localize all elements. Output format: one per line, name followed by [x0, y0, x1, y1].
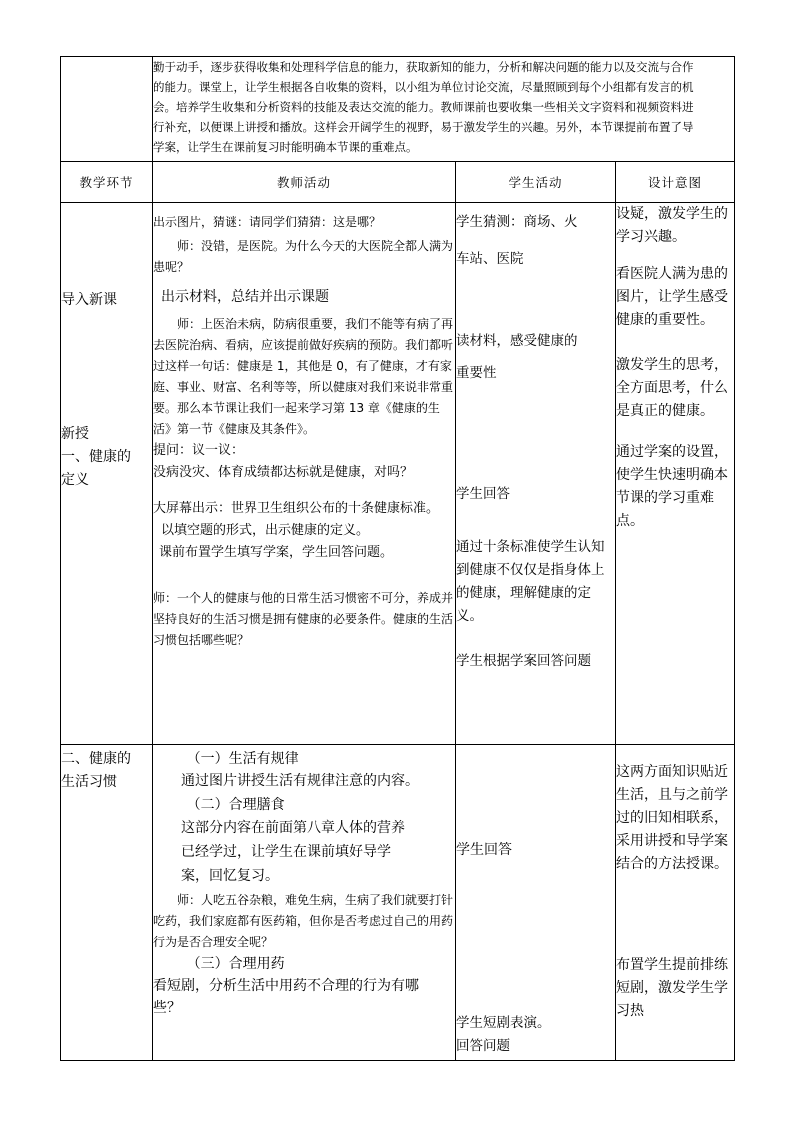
intent-text: 设疑，激发学生的学习兴趣。 [616, 206, 728, 245]
section1-intent [616, 203, 735, 745]
header-teacher: 教师活动 [153, 162, 456, 203]
stage-new-label: 新授 [61, 426, 89, 442]
teacher-text: 师：人吃五谷杂粮，难免生病，生病了我们就要打针吃药，我们家庭都有医药箱，但你是否考虑过自己的用药行为是否合理安全呢？ [153, 893, 454, 949]
teacher-text: （二）合理膳食 [186, 797, 285, 813]
stage-new-label: 定义 [61, 472, 89, 488]
student-text: 重要性 [456, 365, 497, 381]
intro-row [61, 57, 735, 162]
stage-habits-label: 二、健康的 [61, 751, 131, 767]
header-intent: 设计意图 [616, 162, 735, 203]
intent-text: 看医院人满为患的图片，让学生感受健康的重要性。 [616, 266, 728, 328]
intro-line: 学案，让学生在课前复习时能明确本节课的重难点。 [153, 140, 418, 154]
student-text: 回答问题 [456, 1038, 510, 1054]
section1-teacher [153, 203, 456, 745]
student-text: 读材料，感受健康的 [456, 333, 578, 349]
section2-teacher [153, 745, 456, 1061]
teacher-text: 通过图片讲授生活有规律注意的内容。 [181, 773, 419, 789]
section2-student [456, 745, 616, 1061]
stage-habits-label: 生活习惯 [61, 774, 117, 790]
teacher-text: 没病没灾、体育成绩都达标就是健康，对吗？ [153, 465, 414, 480]
intro-paragraph [153, 57, 735, 162]
teacher-text: 课前布置学生填写学案，学生回答问题。 [159, 545, 394, 560]
student-text: 学生根据学案回答问题 [456, 653, 591, 669]
teacher-text: 师：一个人的健康与他的日常生活习惯密不可分，养成并坚持良好的生活习惯是拥有健康的必要条件。健康的生活习惯包括哪些呢？ [153, 591, 454, 647]
teacher-text: 大屏幕出示：世界卫生组织公布的十条健康标准。 [153, 501, 440, 516]
teacher-text: 出示材料，总结并出示课题 [161, 289, 329, 305]
student-text: 车站、医院 [456, 251, 524, 267]
section2-intent [616, 745, 735, 1061]
header-row [61, 162, 735, 203]
intro-line: 勤于动手，逐步获得收集和处理科学信息的能力，获取新知的能力，分析和解决问题的能力以及交流与合作 [153, 60, 694, 74]
student-text: 学生回答 [456, 842, 512, 858]
teacher-text: （一）生活有规律 [186, 751, 299, 767]
teacher-text: 师：没错，是医院。为什么今天的大医院全都人满为患呢？ [153, 239, 454, 274]
teacher-text: 师：上医治未病，防病很重要，我们不能等有病了再去医院治病、看病，应该提前做好疾病的预防。我们都听过这样一句话：健康是 1，其他是 0，有了健康，才有家庭、事业、财富、名利等等，所以健康对我们来说非常重要。那么本节课让我们一起来学习第 13 章《健康的生活》第一节《健康及其条件》。 [153, 317, 454, 436]
header-stage: 教学环节 [61, 162, 153, 203]
intent-text: 激发学生的思考，全方面思考，什么是真正的健康。 [616, 357, 728, 419]
section1-stage [61, 203, 153, 745]
section2-stage [61, 745, 153, 1061]
student-text: 学生回答 [456, 486, 510, 502]
stage-intro-label: 导入新课 [61, 292, 117, 308]
teacher-text: 看短剧，分析生活中用药不合理的行为有哪些？ [153, 978, 419, 1016]
student-text: 通过十条标准使学生认知到健康不仅仅是指身体上的健康，理解健康的定义。 [456, 539, 605, 624]
intent-text: 布置学生提前排练短剧，激发学生学习热 [616, 957, 728, 1019]
lesson-plan-table [60, 56, 735, 1061]
intro-line: 行补充，以便课上讲授和播放。这样会开阔学生的视野，易于激发学生的兴趣。另外，本节课提前布置了导 [153, 120, 694, 134]
student-text: 学生短剧表演。 [456, 1015, 551, 1031]
intent-text: 这两方面知识贴近生活，且与之前学过的旧知相联系，采用讲授和导学案结合的方法授课。 [616, 764, 728, 872]
teacher-text: 提问：议一议： [153, 443, 245, 458]
section2-row [61, 745, 735, 1061]
intro-line: 的能力。课堂上，让学生根据各自收集的资料，以小组为单位讨论交流，尽量照顾到每个小组都有发言的机 [153, 80, 694, 94]
teacher-text: 出示图片，猜谜：请同学们猜猜：这是哪？ [153, 215, 382, 229]
teacher-text: 以填空题的形式，出示健康的定义。 [161, 523, 370, 538]
intro-line: 会。培养学生收集和分析资料的技能及表达交流的能力。教师课前也要收集一些相关文字资料和视频资料进 [153, 100, 694, 114]
section1-row [61, 203, 735, 745]
intent-text: 通过学案的设置，使学生快速明确本节课的学习重难点。 [616, 444, 728, 529]
stage-new-label: 一、健康的 [61, 449, 131, 465]
section1-student [456, 203, 616, 745]
header-student: 学生活动 [456, 162, 616, 203]
teacher-text: 这部分内容在前面第八章人体的营养已经学过，让学生在课前填好导学案，回忆复习。 [181, 820, 405, 884]
student-text: 学生猜测：商场、火 [456, 214, 578, 230]
teacher-text: （三）合理用药 [186, 956, 285, 972]
